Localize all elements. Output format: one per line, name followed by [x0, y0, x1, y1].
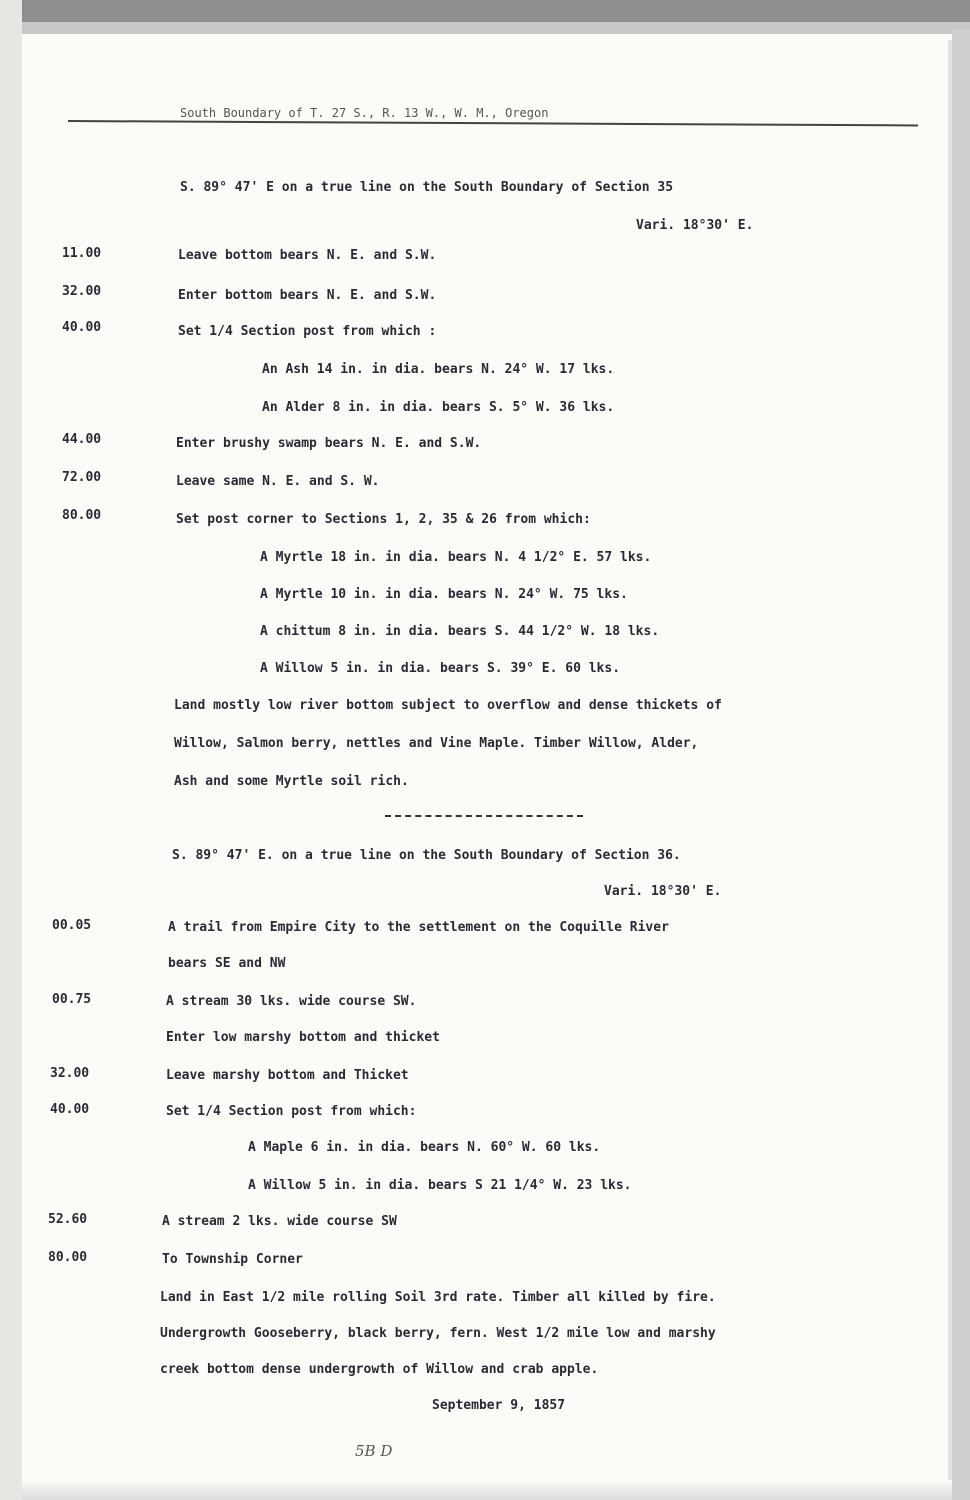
chain-value: 32.00 [50, 1066, 90, 1081]
section2-variation: Vari. 18°30' E. [604, 884, 722, 899]
bearing-tree: A Myrtle 18 in. in dia. bears N. 4 1/2° E. 57 lks. [260, 550, 652, 565]
description-line: Land in East 1/2 mile rolling Soil 3rd rate. Timber all killed by fire. [160, 1290, 716, 1305]
entry-text: A stream 30 lks. wide course SW. [166, 994, 417, 1009]
chain-value: 72.00 [62, 470, 102, 485]
handwritten-page-mark: 5B D [355, 1442, 393, 1460]
scan-right-border [952, 30, 970, 1500]
entry-text: Leave same N. E. and S. W. [176, 474, 380, 489]
chain-value: 44.00 [62, 432, 102, 447]
scan-top-shadow [20, 22, 970, 34]
section1-heading: S. 89° 47' E on a true line on the South Boundary of Section 35 [180, 180, 674, 195]
section2-heading: S. 89° 47' E. on a true line on the South Boundary of Section 36. [172, 848, 681, 863]
chain-value: 32.00 [62, 284, 102, 299]
description-line: Land mostly low river bottom subject to overflow and dense thickets of [174, 698, 722, 713]
section1-variation: Vari. 18°30' E. [636, 218, 754, 233]
chain-value: 80.00 [48, 1250, 88, 1265]
bearing-tree: A Maple 6 in. in dia. bears N. 60° W. 60 lks. [248, 1140, 601, 1155]
chain-value: 00.75 [52, 992, 92, 1007]
bearing-tree: A Willow 5 in. in dia. bears S 21 1/4° W. 23 lks. [248, 1178, 632, 1193]
entry-text: Set 1/4 Section post from which : [178, 324, 437, 339]
scan-left-border [0, 0, 22, 1500]
chain-value: 80.00 [62, 508, 102, 523]
entry-text: Enter bottom bears N. E. and S.W. [178, 288, 437, 303]
description-line: creek bottom dense undergrowth of Willow and crab apple. [160, 1362, 599, 1377]
entry-text: bears SE and NW [168, 956, 286, 971]
header-rule [68, 120, 918, 126]
entry-text: A trail from Empire City to the settlement on the Coquille River [168, 920, 669, 935]
bearing-tree: A Myrtle 10 in. in dia. bears N. 24° W. 75 lks. [260, 587, 628, 602]
chain-value: 40.00 [62, 320, 102, 335]
bearing-tree: An Alder 8 in. in dia. bears S. 5° W. 36 lks. [262, 400, 615, 415]
survey-date: September 9, 1857 [432, 1398, 566, 1413]
chain-value: 40.00 [50, 1102, 90, 1117]
chain-value: 00.05 [52, 918, 92, 933]
page-header: South Boundary of T. 27 S., R. 13 W., W. M., Oregon [180, 106, 549, 120]
description-line: Willow, Salmon berry, nettles and Vine Maple. Timber Willow, Alder, [174, 736, 699, 751]
entry-text: Enter low marshy bottom and thicket [166, 1030, 440, 1045]
entry-text: A stream 2 lks. wide course SW [162, 1214, 397, 1229]
bearing-tree: A chittum 8 in. in dia. bears S. 44 1/2° W. 18 lks. [260, 624, 660, 639]
section-separator [385, 815, 583, 817]
chain-value: 11.00 [62, 246, 102, 261]
chain-value: 52.60 [48, 1212, 88, 1227]
entry-text: Set post corner to Sections 1, 2, 35 & 26 from which: [176, 512, 591, 527]
entry-text: Set 1/4 Section post from which: [166, 1104, 417, 1119]
description-line: Undergrowth Gooseberry, black berry, fern. West 1/2 mile low and marshy [160, 1326, 716, 1341]
entry-text: Enter brushy swamp bears N. E. and S.W. [176, 436, 482, 451]
scan-right-shadow [948, 40, 952, 1480]
entry-text: Leave bottom bears N. E. and S.W. [178, 248, 437, 263]
bearing-tree: An Ash 14 in. in dia. bears N. 24° W. 17 lks. [262, 362, 615, 377]
description-line: Ash and some Myrtle soil rich. [174, 774, 409, 789]
entry-text: To Township Corner [162, 1252, 303, 1267]
bearing-tree: A Willow 5 in. in dia. bears S. 39° E. 60 lks. [260, 661, 621, 676]
entry-text: Leave marshy bottom and Thicket [166, 1068, 409, 1083]
scan-bottom-shadow [22, 1480, 952, 1500]
